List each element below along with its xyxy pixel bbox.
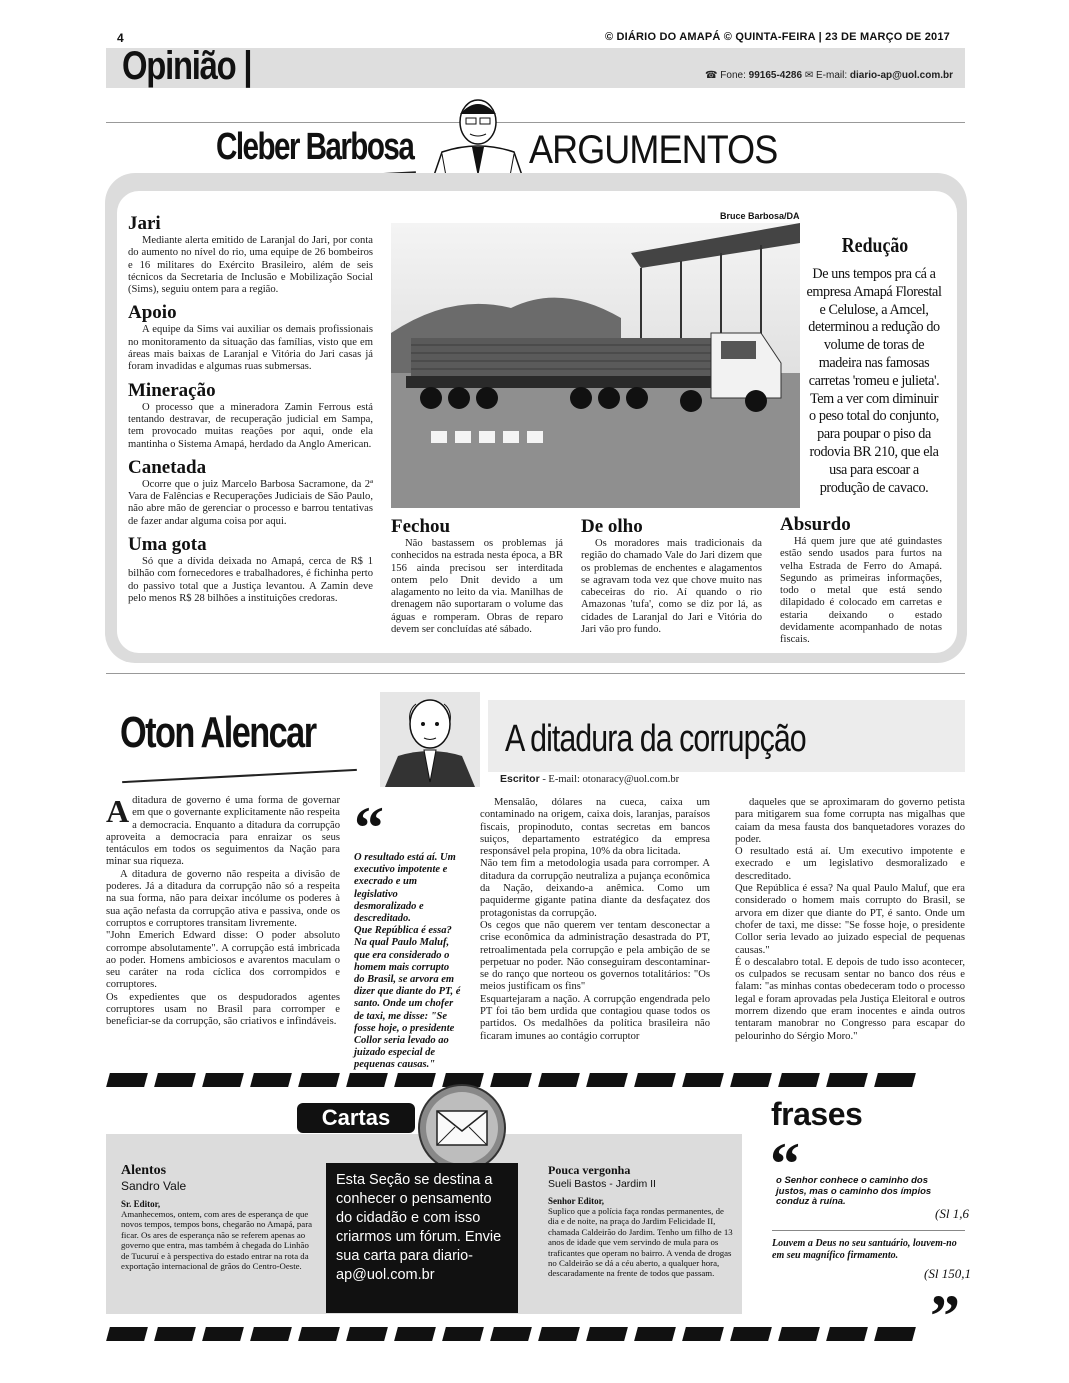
open-quote-icon: “	[770, 1131, 800, 1197]
article-col-1	[106, 795, 340, 1029]
letter-author: Sandro Vale	[121, 1179, 187, 1193]
article-col-4: daqueles que se aproximaram do governo petista para mitigarem sua fome corrupta nas migalhas que caiam da mesa fausta dos banquetadores vorazes do poder. O resultado está aí. Um executivo impotente e execrado e um legislativo desmoralizado e descreditado. Que República é essa? Na qual Paulo Maluf, que era considerado o homem mais corrupto do Brasil, se arvora em dizer que diante do PT, é santo. Onde um chofer de taxi, me disse: "Se fosse hoje, o presidente Collor seria levado ao juizado especial de pequenas causas." É o descalabro total. E depois de tudo isso acontecer, os culpados se recusam sentar no banco dos réus e falam: "as minhas contas obedeceram todo o processo legal e foram aprovadas pela Justiça Eleitoral e outros morrem dizendo que eram inocentes e ainda outros tentaram manobrar no Congresso para escapar do pelourinho do Sérgio Moro."	[735, 797, 965, 1042]
frases-ref-2: (Sl 150,1	[924, 1266, 971, 1281]
frases-title: frases	[771, 1096, 863, 1132]
author-underline	[122, 769, 357, 783]
frases-quote-2: Louvem a Deus no seu santuário, louvem-no em seu magnífico firmamento.	[772, 1238, 957, 1261]
letter-heading: Pouca vergonha	[548, 1163, 631, 1177]
column-title: A ditadura da corrupção	[505, 718, 806, 760]
pullquote	[354, 795, 462, 1072]
note-canetada	[128, 457, 373, 528]
letter-pouca-vergonha	[548, 1163, 733, 1279]
masthead: © DIÁRIO DO AMAPÁ © QUINTA-FEIRA | 23 DE MARÇO DE 2017	[604, 31, 950, 43]
note-heading: Uma gota	[128, 534, 207, 556]
note-text: Há quem jure que até guindastes estão sendo usados para furtos na velha Estrada de Ferro do Amapá. Segundo as primeiras informações, todo o metal que está sendo dilapidado é colocado em carretas e estaria deixando o estado devidamente acompanhado de notas fiscais.	[780, 536, 942, 646]
note-text: Só que a dívida deixada no Amapá, cerca de R$ 1 bilhão com fornecedores e trabalhadores, é fichinha perto do passivo total que a Justiça levantou. A Zamin deve pelo menos R$ 28 bilhões a instituições credoras.	[128, 556, 373, 604]
sidebar-text: De uns tempos pra cá a empresa Amapá Florestal e Celulose, a Amcel, determinou a redução do volume de toras de madeira nas famosas carretas 'romeu e julieta'. Tem a ver com diminuir o peso total do conjunto, para poupar o piso da rodovia BR 210, que ela usa para escoar a produção de cavaco.	[806, 266, 942, 496]
note-de-olho	[581, 516, 762, 636]
note-text: O processo que a mineradora Zamin Ferrous está tentando destravar, de recuperação judicial em Sampa, tem provocado muitas reações por aqui, onde ela mantinha o Sistema Amapá, herdado da Anglo American.	[128, 401, 373, 450]
open-quote-icon: “	[354, 795, 384, 861]
phone-icon: ☎	[705, 70, 718, 81]
article-lead	[106, 795, 340, 869]
note-apoio	[128, 302, 373, 373]
article-paragraphs: A ditadura de governo não respeita a divisão de poderes. Já a ditadura da corrupção não só a respeita na sua forma, não para deixar incólume os poderes à sua ação nefasta da corrupção ativa e passiva, onde os corruptos e corruptores transitam livremente. "John Emerich Edward disse: O poder absoluto corrompe absolutamente". A corrupção está imbricada ao poder. Homens ambiciosos e avarentos maculam o seu caráter na roda cíclica dos corrompidos e corruptores. Os expedientes que os despudorados agentes corruptores usam no Brasil para corromper e beneficiar-se da corrupção, são criativos e infindáveis.	[106, 868, 340, 1028]
note-uma-gota	[128, 534, 373, 605]
note-heading: Canetada	[128, 456, 207, 478]
phone-number: 99165-4286	[748, 70, 803, 81]
note-heading: Mineração	[128, 379, 216, 401]
drop-cap: A	[106, 793, 130, 829]
note-text: Mediante alerta emitido de Laranjal do Jari, por conta do aumento no nível do rio, uma equipe de 26 bombeiros e 16 militares do Exército Brasileiro, além de seis técnicos da Secretaria de Inclusão e Mobilização Social (Sims), seguiu ontem para a região.	[128, 235, 373, 296]
column-author: Oton Alencar	[120, 708, 316, 757]
note-text: Os moradores mais tradicionais da região do chamado Vale do Jari dizem que os problemas de enchentes e alagamentos se agravam toda vez que chove muito nas cabeceiras do rio. Aí quando o rio Amazonas 'tufa', como se diz por lá, as cidades de Laranjal do Jari e Vitória do Jari vão pro fundo.	[581, 538, 762, 636]
frases-ref-1: (Sl 1,6	[935, 1206, 969, 1221]
letter-author: Sueli Bastos - Jardim II	[548, 1178, 656, 1190]
section-title: Opinião |	[122, 44, 252, 88]
column-byline	[500, 773, 679, 785]
note-absurdo	[780, 514, 942, 647]
note-heading: Apoio	[128, 302, 177, 324]
letter-salutation: Sr. Editor,	[121, 1199, 161, 1209]
divider	[106, 122, 965, 123]
photo-credit: Bruce Barbosa/DA	[720, 211, 800, 221]
cartas-notice: Esta Seção se destina a conhecer o pensamento do cidadão e com isso criarmos um fórum. Envie sua carta para diario-ap@uol.com.br	[326, 1163, 518, 1313]
note-heading: Fechou	[391, 516, 451, 537]
oton-caricature	[380, 692, 480, 787]
close-quote-icon: ”	[930, 1283, 960, 1349]
pullquote-text: O resultado está aí. Um executivo impotente e execrado e um legislativo desmoralizado e descreditado. Que República é essa? Na qual Paulo Maluf, que era considerado o homem mais corrupto do Brasil, se arvora em dizer que diante do PT, é santo. Onde um chofer de taxi, me disse: "Se fosse hoje, o presidente Collor seria levado ao juizado especial de pequenas causas."	[354, 852, 461, 1071]
byline-contacts: - E-mail: otonaracy@uol.com.br	[539, 774, 680, 785]
column-author: Cleber Barbosa	[216, 126, 414, 168]
frases-divider	[772, 1230, 965, 1231]
note-mineracao	[128, 380, 373, 451]
note-jari	[128, 213, 373, 296]
letter-alentos	[121, 1163, 316, 1271]
letter-text: Amanhecemos, ontem, com ares de esperança de que novos tempos, tempos bons, chegarão no Amapá, para ficar. Os ares de esperança não se referem apenas ao governo que entra, mas também à chegada do Linhão de Tucuruí e à perspectiva do estado entrar na rota da exportação internacional de grãos do Centro-Oeste.	[121, 1209, 313, 1272]
note-fechou	[391, 516, 563, 636]
sidebar-heading: Redução	[841, 233, 909, 257]
envelope-icon	[417, 1083, 507, 1173]
note-text: Não bastassem os problemas já conhecidos na estrada nesta época, a BR 156 ainda precisou ser interditada ontem pelo Dnit devido a um alagamento no leito da via. Manilhas de drenagem não suportaram o volume das águas e romperam. Obras de reparo devem ser concluídas até sábado.	[391, 538, 563, 636]
letter-salutation: Senhor Editor,	[548, 1196, 605, 1206]
cartas-title: Cartas	[297, 1103, 415, 1133]
contact-line	[705, 70, 953, 81]
lead-paragraph: ditadura de governo é uma forma de governar em que o governante explicitamente não respeita a democracia. Enquanto a ditadura da corrupção aproveita a democracia para enraizar os seus tentáculos em todos os seguimentos da Nação para minar sua riqueza.	[106, 795, 340, 868]
note-heading: Absurdo	[780, 514, 851, 535]
email-address: diario-ap@uol.com.br	[849, 70, 953, 81]
email-label: E-mail:	[816, 70, 848, 81]
frases-quote-1: o Senhor conhece o caminho dos justos, mas o caminho dos ímpios conduz à ruína.	[776, 1175, 932, 1207]
dash-separator-top	[108, 1073, 914, 1087]
dash-separator-bottom	[108, 1327, 914, 1341]
truck-photo	[391, 223, 800, 508]
argumentos-left-column	[128, 213, 373, 605]
note-text: A equipe da Sims vai auxiliar os demais profissionais no monitoramento da situação das famílias, visto que em áreas mais baixas de Laranjal e Vitória do Jari casas já foram invadidas e algumas ruas submersas.	[128, 324, 373, 373]
column-title: ARGUMENTOS	[529, 128, 778, 172]
note-text: Ocorre que o juiz Marcelo Barbosa Sacramone, da 2ª Vara de Falências e Recuperações Judiciais de São Paulo, não abre mão de gerenciar o processo e barrou tentativas de fazer andar alguma coisa por aqui.	[128, 478, 373, 527]
byline-role: Escritor	[500, 773, 540, 785]
divider	[106, 673, 965, 674]
note-heading: De olho	[581, 516, 643, 537]
letter-text: Suplico que a polícia faça rondas permanentes, de dia e de noite, na praça do Jardim Felicidade II, chamada Caldeirão do Jardim. Tenho um filho de 13 anos de idade que vem servindo de mula para os traficantes que operam no bairro. A venda de drogas no Caldeirão se dá a céu aberto, a qualquer hora, descaradamente na frente de todos que passam.	[548, 1206, 733, 1279]
email-icon: ✉	[804, 70, 814, 81]
article-col-3: Mensalão, dólares na cueca, caixa um contaminado na origem, caixa dois, laranjas, paraísos fiscais, propinoduto, contas secretas em bancos suiços, departamento estratégico da empresa responsável pela propina, 10% da obra licitada. Não tem fim a metodologia usada para corromper. A ditadura da corrupção neutraliza a pujança econômica da Nação, deixando-a anêmica. Como um paquiderme gigante patina diante da desfaçatez dos protagonistas da corrupção. Os cegos que não querem ver tentam desconectar a crise econômica da administração desastrada do PT, retroalimentada pela corrupção e pela ambição de se perpetuar no poder. Não conseguiram descontaminar-se do ranço que norteou os governos totalitários: "Os meios justificam os fins" Esquartejaram a nação. A corrupção engendrada pelo PT foi tão bem urdida que contagiou quase todos os partidos. Os medalhões da política brasileira não ficaram imunes ao contágio corruptor	[480, 797, 710, 1042]
letter-heading: Alentos	[121, 1163, 167, 1178]
phone-label: Fone:	[720, 70, 746, 81]
page-number: 4	[117, 31, 124, 45]
note-heading: Jari	[128, 213, 161, 234]
